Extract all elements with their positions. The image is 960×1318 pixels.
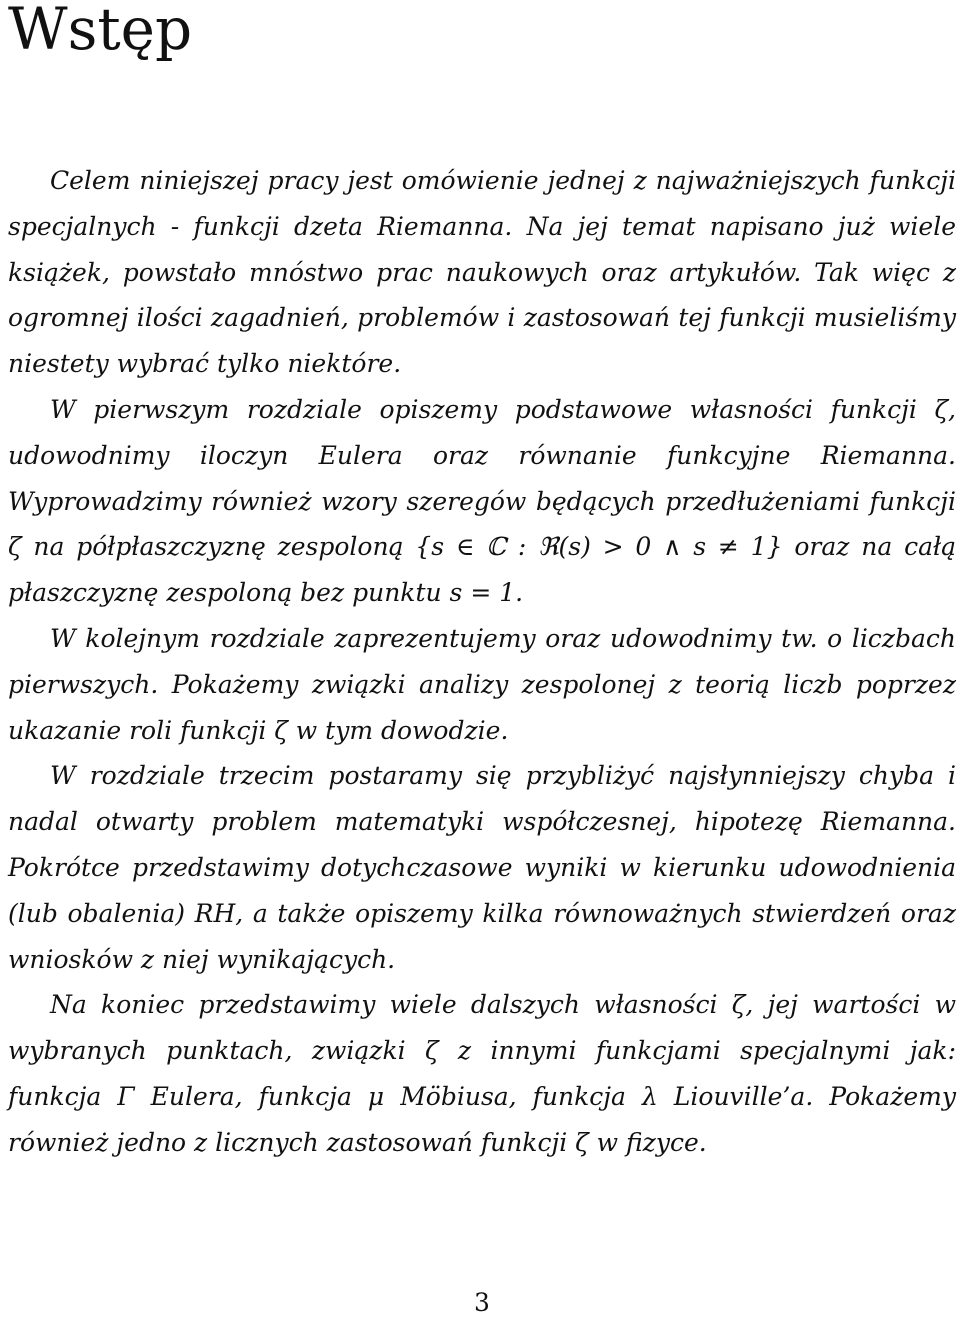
chapter-title: Wstęp	[8, 0, 193, 63]
body-text	[8, 158, 956, 1166]
page-number: 3	[474, 1288, 490, 1317]
paragraph-intro: Celem niniejszej pracy jest omówienie jednej z najważniejszych funkcji specjalnych - funkcji dzeta Riemanna. Na jej temat napisano już wiele książek, powstało mnóstwo prac naukowych oraz artykułów. Tak więc z ogromnej ilości zagadnień, problemów i zastosowań tej funkcji musieliśmy niestety wybrać tylko niektóre.	[8, 166, 956, 379]
paragraph-chapter-three: W rozdziale trzecim postaramy się przybliżyć najsłynniejszy chyba i nadal otwarty problem matematyki współczesnej, hipotezę Riemanna. Pokrótce przedstawimy dotychczasowe wyniki w kierunku udowodnienia (lub obalenia) RH, a także opiszemy kilka równoważnych stwierdzeń oraz wniosków z niej wynikających.	[8, 761, 956, 974]
paragraph-chapter-four: Na koniec przedstawimy wiele dalszych własności ζ, jej wartości w wybranych punktach, związki ζ z innymi funkcjami specjalnymi jak: funkcja Γ Eulera, funkcja μ Möbiusa, funkcja λ Liouville’a. Pokażemy również jedno z licznych zastosowań funkcji ζ w fizyce.	[8, 990, 956, 1157]
paragraph-chapter-two: W kolejnym rozdziale zaprezentujemy oraz udowodnimy tw. o liczbach pierwszych. Pokażemy związki analizy zespolonej z teorią liczb poprzez ukazanie roli funkcji ζ w tym dowodzie.	[8, 623, 956, 745]
paragraph-chapter-one: W pierwszym rozdziale opiszemy podstawowe własności funkcji ζ, udowodnimy iloczyn Eulera oraz równanie funkcyjne Riemanna. Wyprowadzimy również wzory szeregów będących przedłużeniami funkcji ζ na półpłaszczyznę zespoloną {s ∈ ℂ : ℜ(s) > 0 ∧ s ≠ 1} oraz na całą płaszczyznę zespoloną bez punktu s = 1.	[8, 394, 956, 608]
